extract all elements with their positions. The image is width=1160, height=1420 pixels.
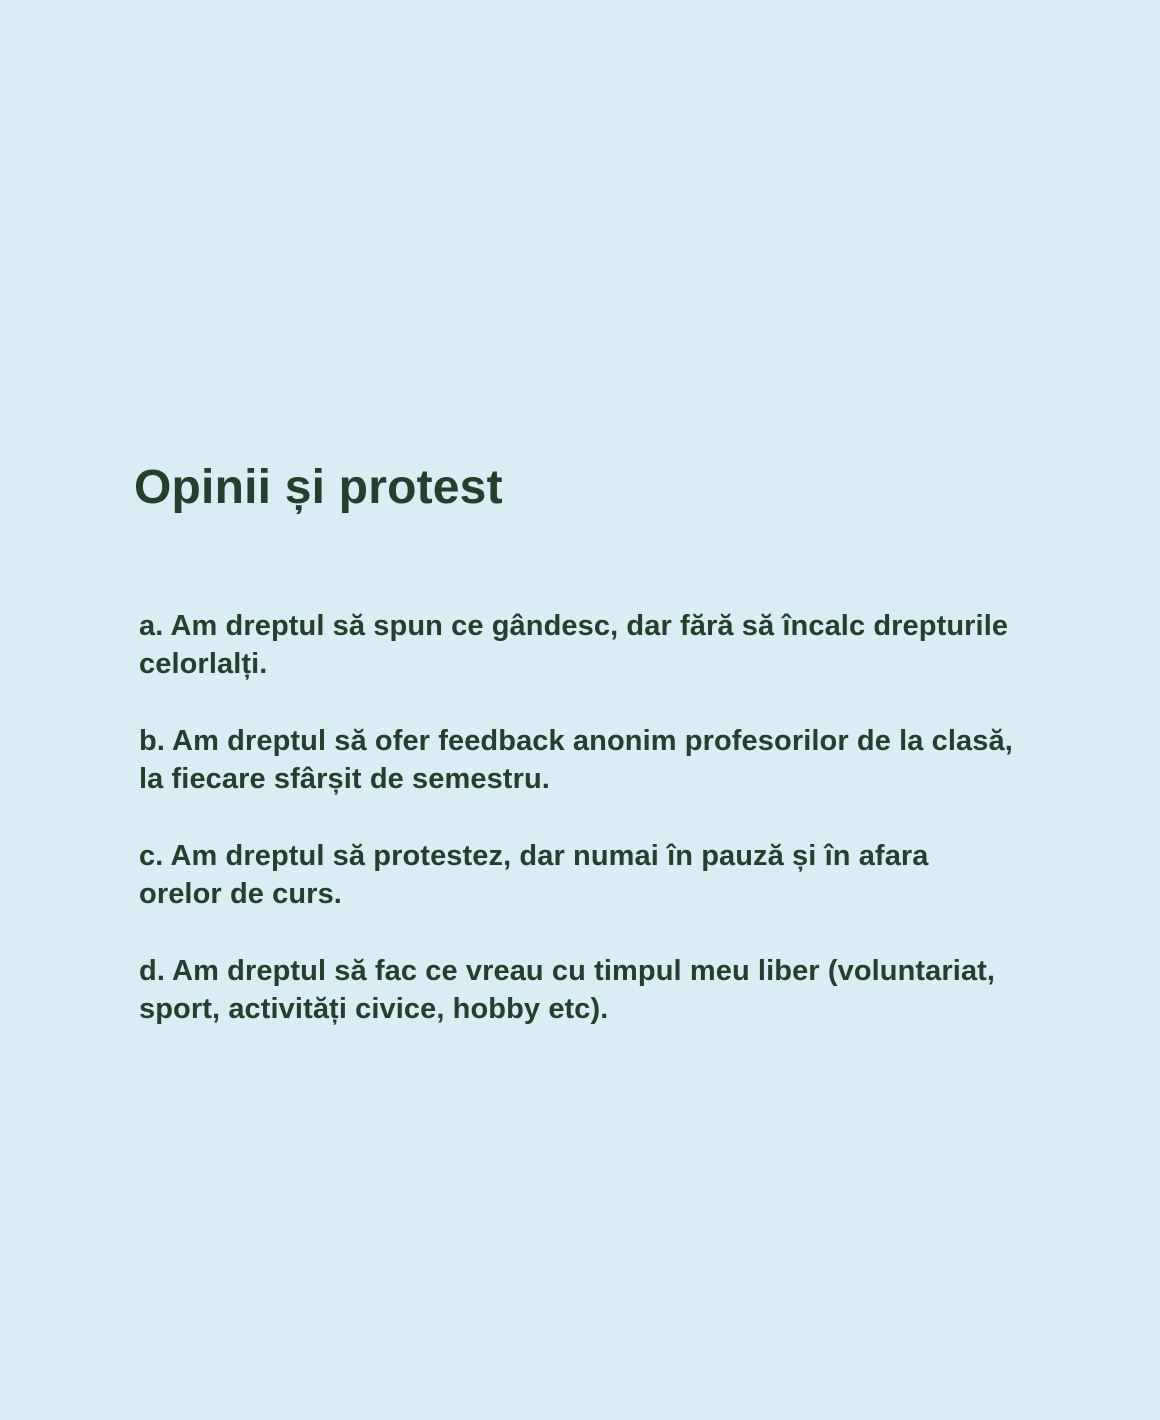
statement-d: d. Am dreptul să fac ce vreau cu timpul meu liber (voluntariat, sport, activități civice, hobby etc). (139, 955, 996, 1025)
statement-b: b. Am dreptul să ofer feedback anonim profesorilor de la clasă, la fiecare sfârșit de semestru. (139, 725, 1013, 795)
statement-a: a. Am dreptul să spun ce gândesc, dar fără să încalc drepturile celorlalți. (139, 610, 1009, 680)
page-title: Opinii și protest (134, 461, 503, 514)
statement-list (139, 607, 1019, 1028)
statement-c: c. Am dreptul să protestez, dar numai în pauză și în afara orelor de curs. (139, 840, 929, 910)
